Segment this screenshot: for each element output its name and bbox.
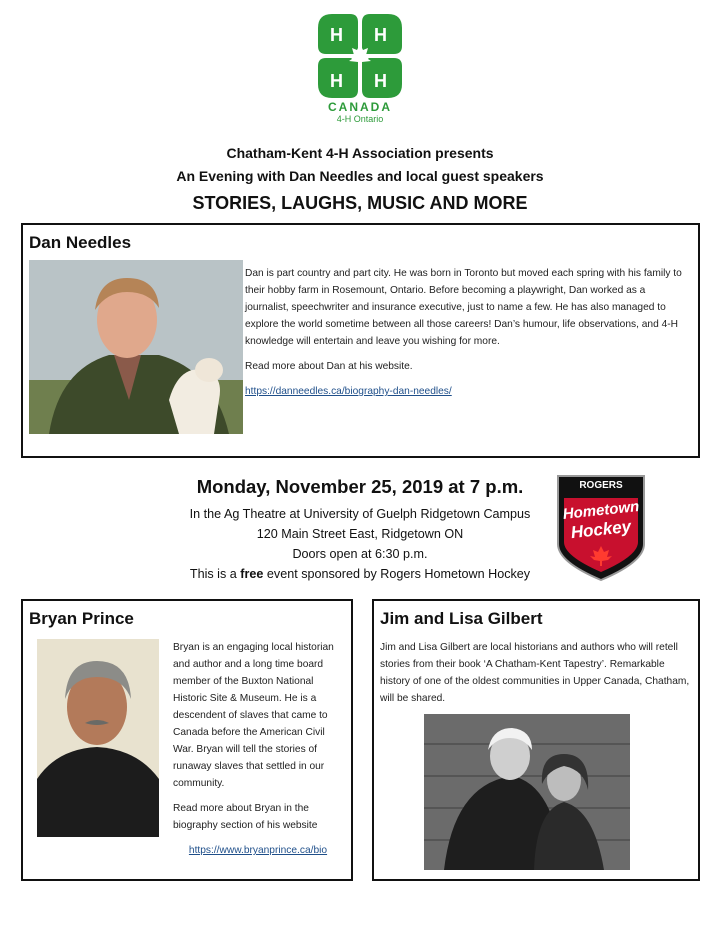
bryan-prince-link[interactable]: https://www.bryanprince.ca/bio [188, 845, 328, 856]
bryan-prince-heading: Bryan Prince [29, 609, 134, 628]
svg-text:H: H [374, 25, 387, 45]
rogers-hometown: Hometown [561, 498, 641, 523]
gilbert-section [372, 599, 700, 881]
dan-needles-more: Read more about Dan at his website. [245, 361, 413, 372]
rogers-brand: ROGERS [579, 480, 623, 491]
dan-needles-text [245, 265, 689, 408]
bryan-prince-text [173, 639, 343, 867]
dan-needles-link[interactable]: https://danneedles.ca/biography-dan-needles/ [245, 386, 452, 397]
four-leaf-clover-icon [318, 14, 402, 98]
subtitle-line: An Evening with Dan Needles and local guest speakers [176, 168, 544, 184]
presenter-line: Chatham-Kent 4-H Association presents [226, 145, 494, 161]
gilbert-text [380, 639, 692, 715]
logo-country: CANADA [328, 100, 392, 114]
tagline: STORIES, LAUGHS, MUSIC AND MORE [192, 193, 528, 213]
event-details [140, 476, 580, 584]
svg-text:H: H [374, 71, 387, 91]
bryan-prince-photo [37, 639, 159, 837]
sponsor-post: event sponsored by Rogers Hometown Hockey [266, 567, 531, 581]
event-doors: Doors open at 6:30 p.m. [292, 547, 428, 561]
logo-org: 4-H Ontario [336, 114, 384, 124]
event-address: 120 Main Street East, Ridgetown ON [256, 527, 464, 541]
rogers-hockey: Hockey [569, 516, 633, 543]
dan-needles-bio: Dan is part country and part city. He was born in Toronto but moved each spring with his family to their hobby farm in Rosemount, Ontario. Before becoming a playwright, Dan worked as a journalist, speechwriter and insurance executive, just to name a few. He has also managed to explore the world sometime between all those careers! Dan’s humour, life observations, and 4-H knowledge will entertain and leave you wishing for more. [245, 268, 682, 347]
svg-text:H: H [330, 25, 343, 45]
gilbert-heading: Jim and Lisa Gilbert [380, 609, 543, 628]
dan-needles-section [21, 223, 700, 458]
bryan-prince-bio: Bryan is an engaging local historian and author and a long time board member of the Buxton National Historic Site & Museum. He is a descendent of slaves that came to Canada before the American Civil War. Bryan will tell the stories of runaway slaves that settled in our community. [173, 642, 334, 789]
sponsor-free: free [240, 567, 264, 581]
event-sponsor [140, 564, 580, 584]
gilbert-photo [424, 714, 630, 870]
event-date: Monday, November 25, 2019 at 7 p.m. [196, 476, 524, 497]
gilbert-bio: Jim and Lisa Gilbert are local historians and authors who will retell stories from their book ‘A Chatham-Kent Tapestry’. Remarkable history of one of the oldest communities in Upper Canada, Chatham, will be shared. [380, 642, 690, 704]
4h-canada-logo [310, 14, 410, 138]
sponsor-pre: This is a [189, 567, 237, 581]
svg-text:H: H [330, 71, 343, 91]
dan-needles-photo [29, 260, 243, 434]
event-venue: In the Ag Theatre at University of Guelph Ridgetown Campus [189, 507, 531, 521]
rogers-hometown-hockey-logo [554, 472, 648, 584]
bryan-prince-section [21, 599, 353, 881]
bryan-prince-more: Read more about Bryan in the biography section of his website [173, 803, 318, 831]
dan-needles-heading: Dan Needles [29, 233, 132, 252]
